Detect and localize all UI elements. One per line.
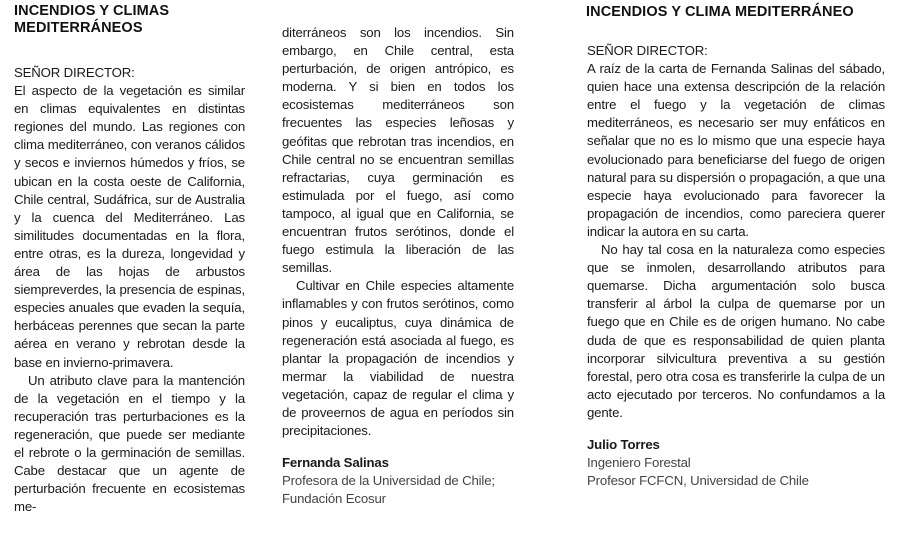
letter2-author-name: Julio Torres <box>587 436 660 452</box>
letter1-paragraph3: Cultivar en Chile especies altamente inflamables y con frutos serótinos, como pinos y eucaliptus, cuya dinámica de regeneración está asociada al fuego, es plantar la propagación de incendios y mermar la viabilidad de nuestra vegetación, capaz de regular el clima y de proveernos de agua en períodos sin precipitaciones. <box>282 278 514 439</box>
letter1-title-line1: INCENDIOS Y CLIMAS <box>14 3 170 19</box>
letter1-salutation: SEÑOR DIRECTOR: <box>14 65 135 80</box>
letter1-paragraph2-continued: diterráneos son los incendios. Sin embargo, en Chile central, esta perturbación, de origen antrópico, es moderna. Y si bien en todos los ecosistemas mediterráneos son frecuentes las especies leñosas y geófitas que rebrotan tras incendios, en Chile central no se encuentran semillas refractarias, cuya germinación es estimulada por el fuego, así como tampoco, al igual que en California, se encuentran frutos serótinos, donde el fuego estimula la liberación de las semillas. <box>282 25 514 276</box>
letter1-paragraph2-start: Un atributo clave para la mantención de la vegetación en el tiempo y la recuperación tras perturbaciones es la regeneración, que puede ser mediante el rebrote o la germinación de semillas. Cabe destacar que un agente de perturbación frecuente en ecosistemas me- <box>14 372 245 515</box>
letter1-paragraph1: El aspecto de la vegetación es similar en climas equivalentes en distintas regiones del mundo. Las regiones con clima mediterráneo, con veranos cálidos y secos e inviernos húmedos y fríos, se ubican en la costa oeste de California, Chile central, Sudáfrica, sur de Australia y la cuenca del Mediterráneo. Las similitudes documentadas en la flora, entre otras, es la dureza, longevidad y área de las hojas de arbustos siempreverdes, la presencia de espinas, especies anuales que evaden la sequía, herbáceas perennes que secan la parte aérea en verano y rebrotan desde la base en invierno-primavera. <box>14 83 245 370</box>
letter2-column <box>586 4 885 490</box>
letter2-paragraph1: A raíz de la carta de Fernanda Salinas del sábado, quien hace una extensa descripción de la relación entre el fuego y la vegetación de climas mediterráneos, es necesario ser muy enfáticos en señalar que no es lo mismo que una especie haya evolucionado para beneficiarse del fuego de origen natural para su dispersión o propagación, a que una especie haya evolucionado para favorecer la propagación de incendios, como pareciera querer indicar la autora en su carta. <box>587 61 885 239</box>
letter2-title: INCENDIOS Y CLIMA MEDITERRÁNEO <box>586 4 854 20</box>
letter1-column2 <box>282 24 514 508</box>
letter2-author-role-line1: Ingeniero Forestal <box>587 455 691 471</box>
letter1-author-name: Fernanda Salinas <box>282 455 389 471</box>
letter1-title <box>14 3 245 37</box>
letter1-title-line2: MEDITERRÁNEOS <box>14 20 143 36</box>
letter1-author-role-line1: Profesora de la Universidad de Chile; <box>282 473 495 489</box>
letter1-author-role-line2: Fundación Ecosur <box>282 491 386 507</box>
letter1-column1 <box>14 3 245 516</box>
letter2-paragraph2: No hay tal cosa en la naturaleza como especies que se inmolen, desarrollando atributos para quemarse. Dicha argumentación solo busca transferir al árbol la culpa de quemarse por un fuego que en Chile es de origen humano. No cabe duda de que es responsabilidad de quien planta incorporar silvicultura preventiva a su gestión forestal, pero otra cosa es transferirle la culpa de un acto ejecutado por terceros. No confundamos a la gente. <box>587 242 885 420</box>
letter2-body <box>587 42 885 490</box>
letter2-salutation: SEÑOR DIRECTOR: <box>587 43 708 58</box>
letter2-author-role-line2: Profesor FCFCN, Universidad de Chile <box>587 473 809 489</box>
